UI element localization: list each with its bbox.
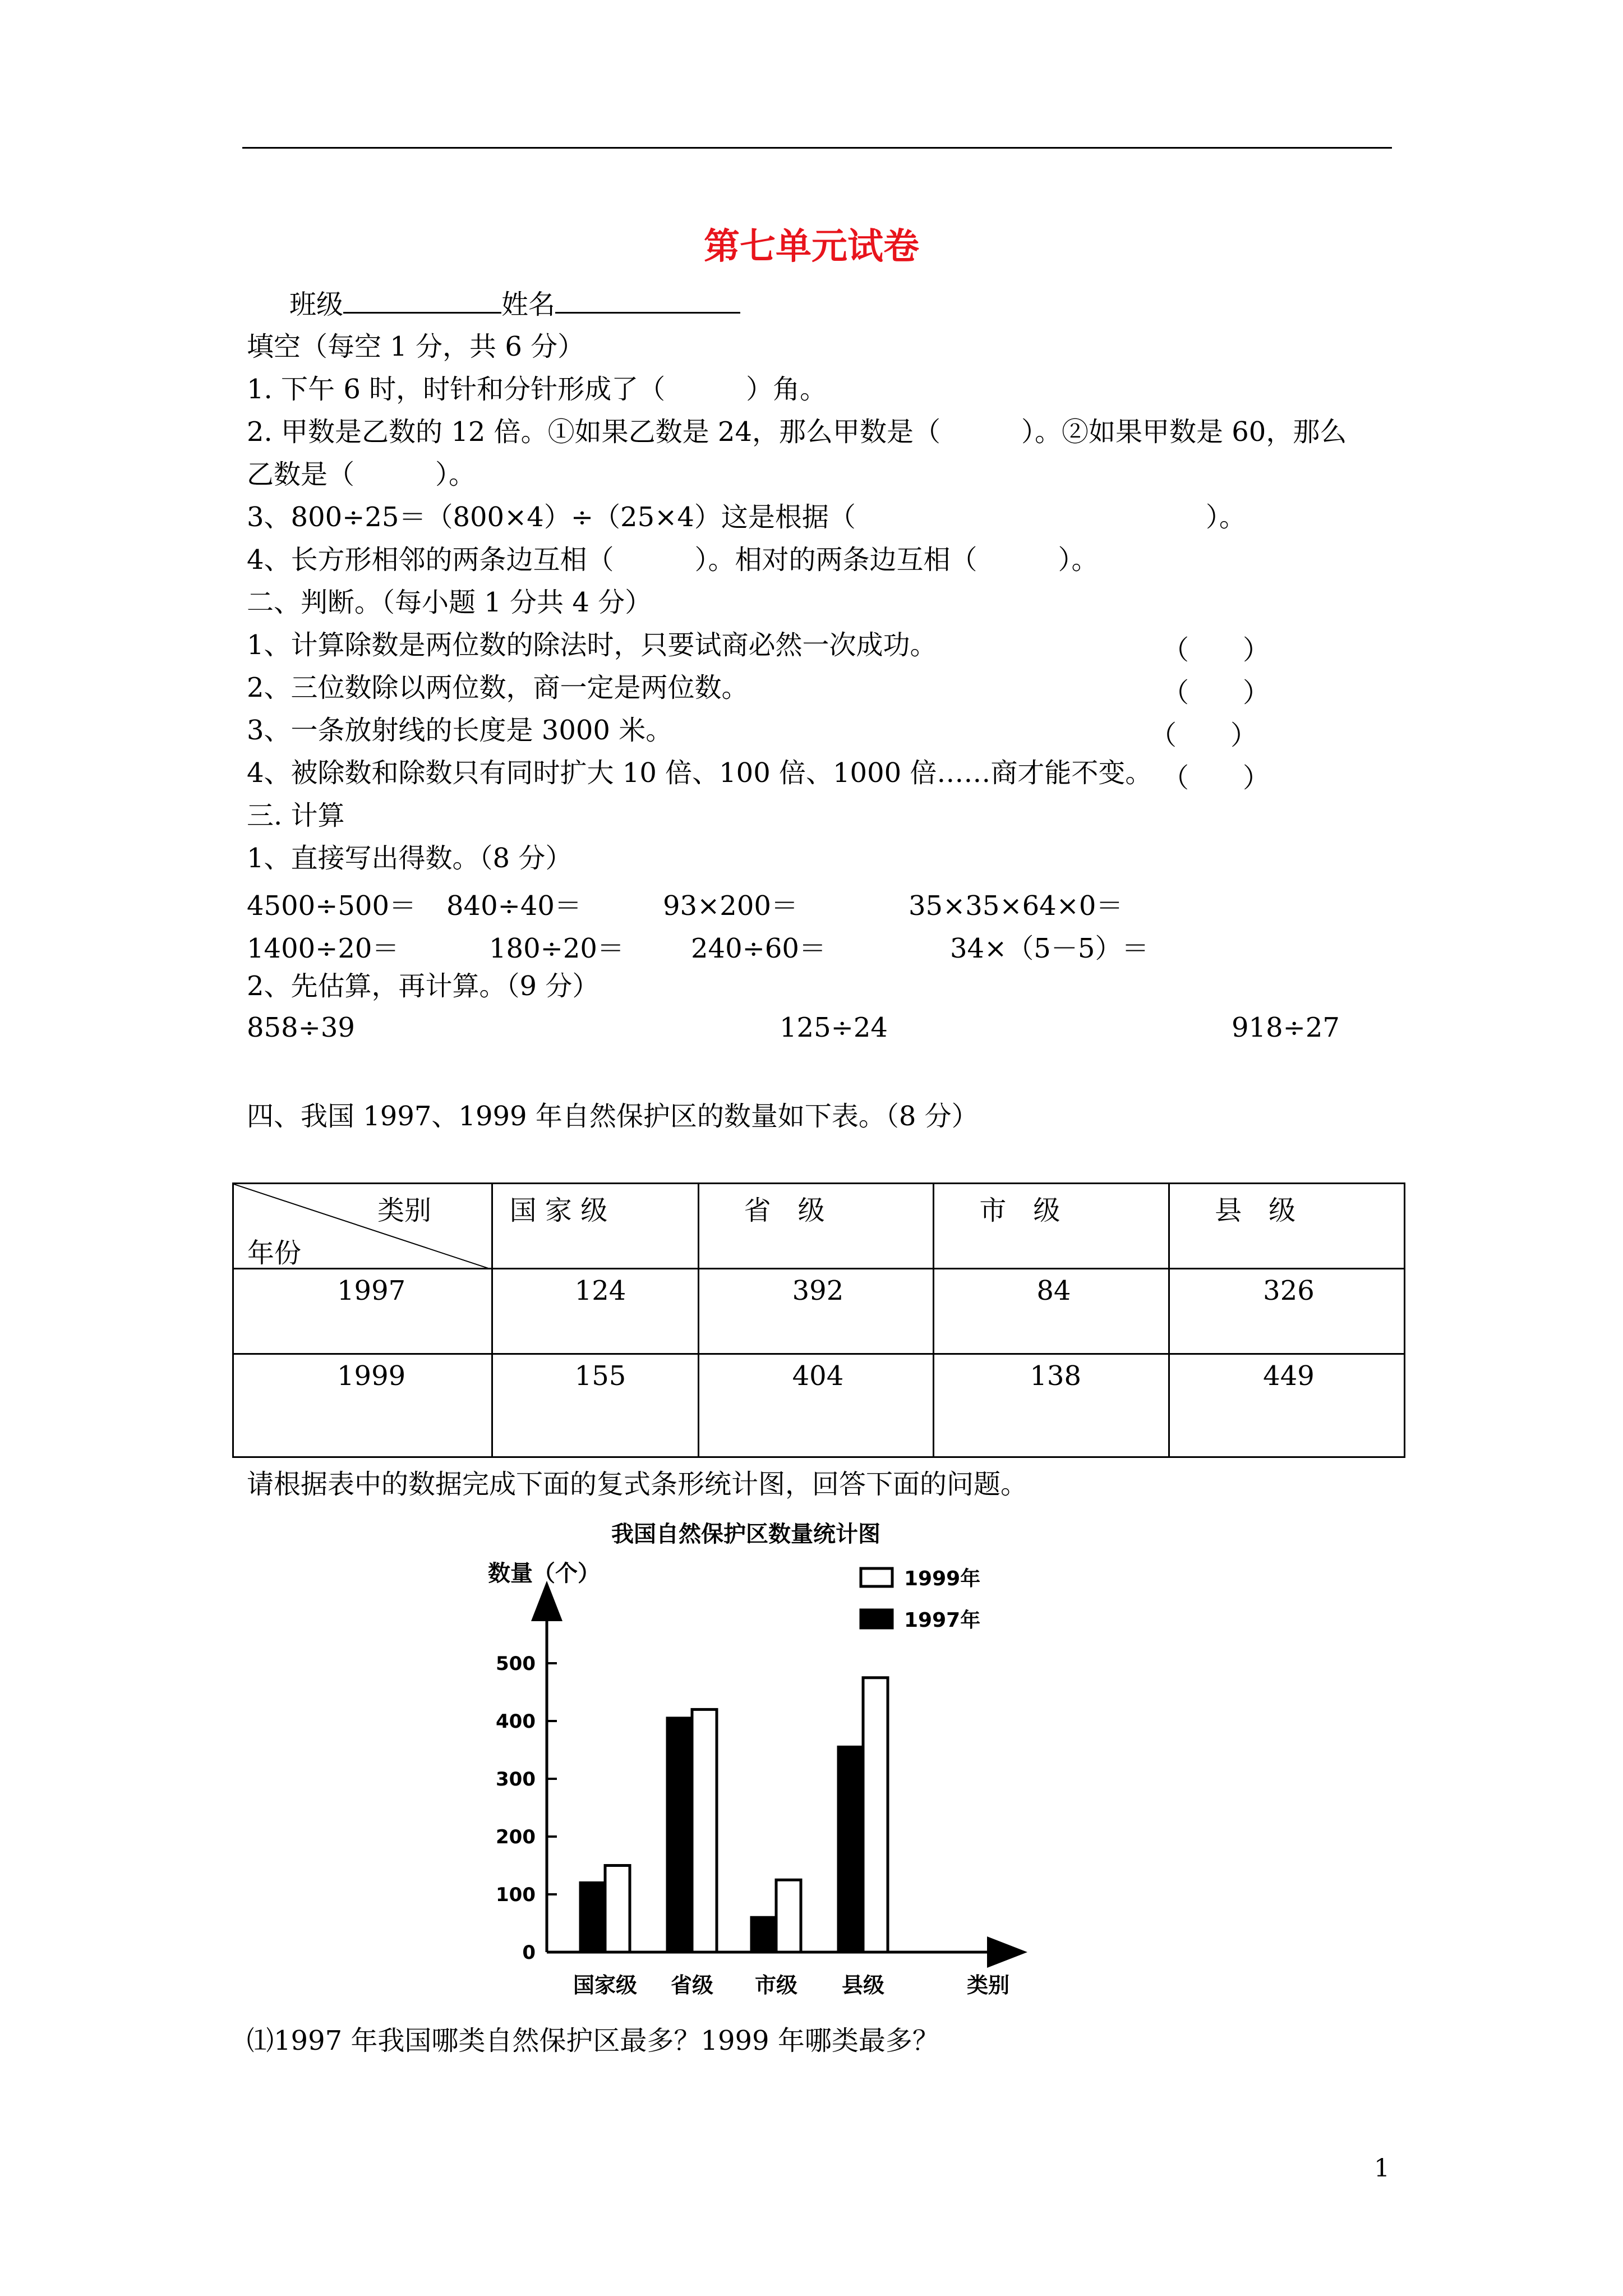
judge-mark[interactable]: （ ）	[1162, 762, 1270, 794]
y-tick-label: 300	[496, 1768, 536, 1791]
page-title: 第七单元试卷	[704, 226, 919, 268]
table-row	[233, 1269, 1405, 1354]
corner-bottom-label: 年份	[247, 1237, 302, 1269]
bar-1999年	[776, 1880, 801, 1952]
name-blank[interactable]	[555, 287, 740, 314]
x-category-label: 市级	[754, 1973, 798, 1998]
table-header	[492, 1184, 698, 1269]
judge-mark[interactable]: （ ）	[1162, 677, 1270, 708]
table-cell	[934, 1269, 1169, 1354]
bar-1997年	[838, 1747, 863, 1952]
name-label: 姓名	[501, 289, 556, 320]
y-tick-label: 200	[496, 1826, 536, 1848]
judge-mark[interactable]: （ ）	[1162, 634, 1270, 666]
estimate-item: 125÷24	[780, 1012, 888, 1043]
legend-swatch	[861, 1568, 892, 1586]
calc-item: 35×35×64×0＝	[909, 890, 1123, 922]
bar-1997年	[667, 1718, 692, 1952]
year-cell: 1997	[337, 1275, 406, 1306]
table-header-label: 国 家 级	[509, 1195, 608, 1226]
legend-label: 1999年	[904, 1567, 981, 1590]
legend-label: 1997年	[904, 1609, 981, 1632]
x-category-label: 国家级	[573, 1973, 638, 1998]
table-header-label: 县 级	[1215, 1195, 1296, 1226]
table-corner-cell	[233, 1184, 492, 1269]
y-tick-label: 0	[522, 1941, 536, 1964]
x-axis-label: 类别	[967, 1973, 1010, 1998]
bar-1999年	[863, 1678, 888, 1952]
judge-item: 2、三位数除以两位数，商一定是两位数。	[247, 672, 749, 703]
page-number: 1	[1374, 2154, 1390, 2183]
section2-heading: 二、判断。（每小题 1 分共 4 分）	[247, 587, 652, 618]
bar-1999年	[692, 1709, 717, 1952]
class-name-line	[289, 287, 740, 321]
calc-item: 180÷20＝	[489, 933, 624, 964]
question-4-1: ⑴1997 年我国哪类自然保护区最多？1999 年哪类最多？	[247, 2025, 939, 2056]
value-cell: 84	[1036, 1275, 1071, 1306]
table-cell	[1169, 1269, 1405, 1354]
calc-sub1: 1、直接写出得数。（8 分）	[247, 843, 573, 874]
table-header	[934, 1184, 1169, 1269]
header-rule	[242, 147, 1392, 149]
estimate-item: 918÷27	[1232, 1012, 1340, 1043]
section4-heading: 四、我国 1997、1999 年自然保护区的数量如下表。（8 分）	[247, 1101, 979, 1132]
table-cell	[934, 1354, 1169, 1457]
bar-1999年	[605, 1866, 630, 1953]
estimate-item: 858÷39	[247, 1012, 355, 1043]
value-cell: 138	[1030, 1360, 1082, 1392]
table-header-row	[233, 1184, 1405, 1269]
judge-item: 4、被除数和除数只有同时扩大 10 倍、100 倍、1000 倍……商才能不变。	[247, 757, 1152, 789]
bar-1997年	[751, 1917, 776, 1952]
table-header	[1169, 1184, 1405, 1269]
calc-item: 840÷40＝	[446, 890, 582, 922]
table-cell	[492, 1269, 698, 1354]
question-2a: 2. 甲数是乙数的 12 倍。①如果乙数是 24，那么甲数是（ ）。②如果甲数是 60，那么	[247, 416, 1347, 448]
table-header	[698, 1184, 934, 1269]
question-3: 3、800÷25＝（800×4）÷（25×4）这是根据（ ）。	[247, 501, 1246, 533]
x-category-label: 省级	[670, 1973, 714, 1998]
table-header-label: 市 级	[979, 1195, 1061, 1226]
value-cell: 155	[574, 1360, 626, 1392]
question-2b: 乙数是（ ）。	[247, 459, 476, 490]
bar-chart	[0, 1509, 1623, 2003]
reserve-table	[232, 1182, 1405, 1458]
calc-item: 4500÷500＝	[247, 890, 416, 922]
x-category-label: 县级	[841, 1973, 885, 1998]
y-tick-label: 500	[496, 1653, 536, 1675]
y-tick-label: 400	[496, 1710, 536, 1733]
calc-item: 1400÷20＝	[247, 933, 399, 964]
question-4: 4、长方形相邻的两条边互相（ ）。相对的两条边互相（ ）。	[247, 544, 1099, 576]
y-axis-label: 数量（个）	[488, 1561, 600, 1586]
value-cell: 449	[1263, 1360, 1315, 1392]
calc-item: 34×（5－5）＝	[950, 933, 1149, 964]
calc-item: 240÷60＝	[691, 933, 826, 964]
calc-sub2: 2、先估算，再计算。（9 分）	[247, 970, 600, 1002]
table-cell	[1169, 1354, 1405, 1457]
question-1: 1. 下午 6 时，时针和分针形成了（ ）角。	[247, 374, 827, 405]
class-label: 班级	[289, 289, 344, 320]
table-header-label: 省 级	[744, 1195, 825, 1226]
table-row	[233, 1354, 1405, 1457]
class-blank[interactable]	[343, 287, 501, 314]
table-cell	[233, 1269, 492, 1354]
judge-mark[interactable]: （ ）	[1150, 720, 1258, 751]
table-cell	[698, 1269, 934, 1354]
corner-top-label: 类别	[377, 1195, 432, 1226]
chart-bars	[580, 1678, 888, 1952]
y-tick-label: 100	[496, 1884, 536, 1906]
x-category-labels	[573, 1973, 884, 1998]
legend-swatch	[861, 1610, 892, 1628]
chart-instruction: 请根据表中的数据完成下面的复式条形统计图，回答下面的问题。	[247, 1469, 1028, 1500]
year-cell: 1999	[337, 1360, 406, 1392]
value-cell: 326	[1263, 1275, 1315, 1306]
value-cell: 124	[574, 1275, 626, 1306]
calc-item: 93×200＝	[663, 890, 798, 922]
section1-heading: 填空（每空 1 分，共 6 分）	[247, 331, 585, 362]
judge-item: 1、计算除数是两位数的除法时，只要试商必然一次成功。	[247, 629, 937, 661]
table-cell	[233, 1354, 492, 1457]
chart-legend	[861, 1567, 980, 1632]
table-cell	[698, 1354, 934, 1457]
section3-heading: 三. 计算	[247, 800, 345, 831]
table-cell	[492, 1354, 698, 1457]
judge-item: 3、一条放射线的长度是 3000 米。	[247, 715, 673, 746]
bar-1997年	[580, 1883, 605, 1952]
value-cell: 392	[792, 1275, 844, 1306]
value-cell: 404	[792, 1360, 844, 1392]
chart-title: 我国自然保护区数量统计图	[611, 1521, 880, 1547]
